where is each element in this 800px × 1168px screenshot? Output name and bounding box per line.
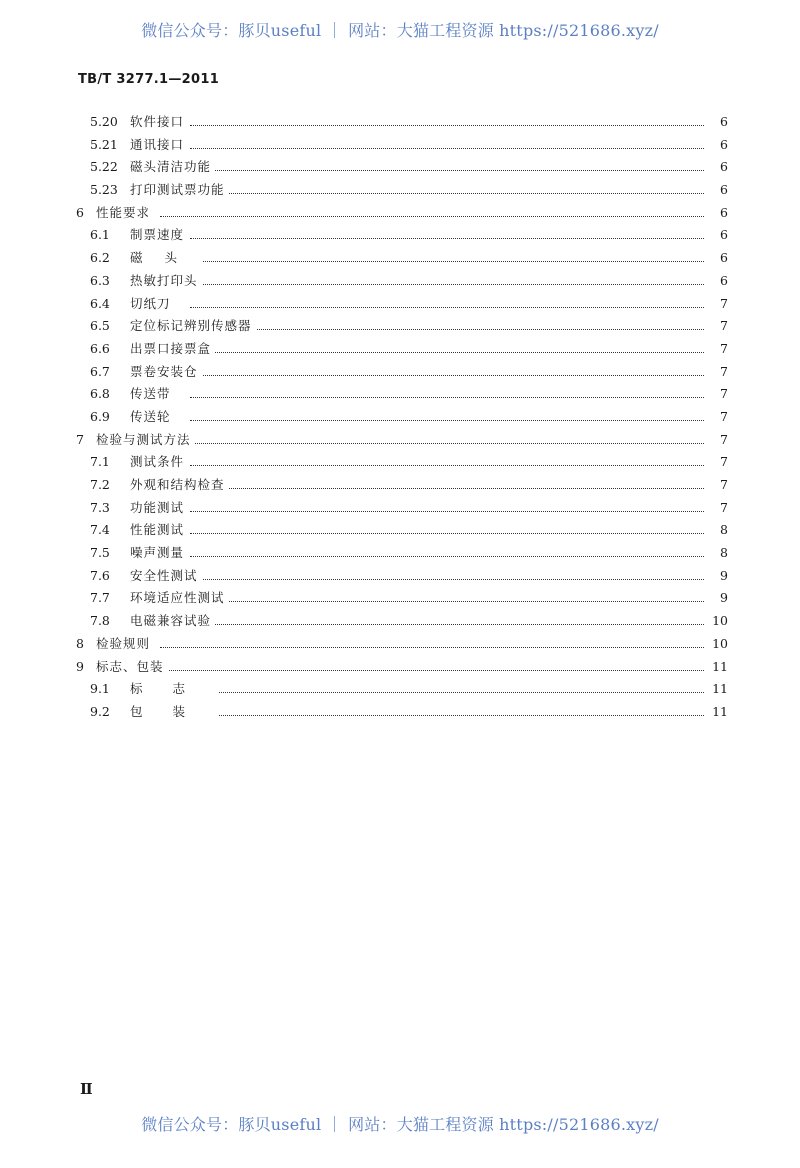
toc-entry-title: 性能要求 [96,205,154,221]
toc-entry-page: 9 [720,567,728,583]
toc-entry [0,137,800,160]
toc-entry-number: 7.5 [90,545,110,561]
toc-dot-leader [190,284,704,285]
toc-entry-page: 7 [720,408,728,424]
toc-dot-leader [190,511,704,512]
toc-dot-leader [190,148,704,149]
toc-entry [0,159,800,182]
toc-entry [0,227,800,250]
toc-dot-leader [190,238,704,239]
table-of-contents [0,114,800,727]
toc-entry-page: 11 [712,658,728,674]
toc-entry-number: 9.2 [90,703,110,719]
toc-entry [0,681,800,704]
toc-entry-page: 6 [720,182,728,198]
toc-entry [0,522,800,545]
toc-entry-title: 检验与测试方法 [96,432,195,448]
toc-entry [0,182,800,205]
toc-entry [0,341,800,364]
toc-entry-title: 标志 [130,681,219,697]
toc-dot-leader [190,397,704,398]
toc-entry-title: 测试条件 [130,454,188,470]
toc-dot-leader [190,488,704,489]
watermark-top: 微信公众号：豚贝useful ｜ 网站：大猫工程资源 https://521686.xyz/ [141,21,659,40]
toc-entry-number: 5.22 [90,159,118,175]
toc-entry [0,477,800,500]
toc-entry-page: 8 [720,545,728,561]
toc-entry [0,568,800,591]
toc-dot-leader [190,579,704,580]
toc-entry-page: 6 [720,272,728,288]
toc-dot-leader [160,647,704,648]
toc-entry-title: 标志、包装 [96,659,168,675]
toc-entry-title: 功能测试 [130,500,188,516]
toc-entry-page: 7 [720,363,728,379]
toc-dot-leader [190,193,704,194]
toc-entry-number: 6.6 [90,340,110,356]
toc-entry-page: 6 [720,250,728,266]
toc-entry-number: 6.1 [90,227,110,243]
toc-entry-number: 6.5 [90,318,110,334]
toc-entry-title: 切纸刀 [130,296,175,312]
toc-entry [0,409,800,432]
toc-entry [0,296,800,319]
toc-entry-title: 包装 [130,704,219,720]
toc-entry-number: 5.23 [90,182,118,198]
toc-entry-title: 软件接口 [130,114,188,130]
toc-dot-leader [190,533,704,534]
toc-dot-leader [190,125,704,126]
toc-entry-page: 11 [712,703,728,719]
toc-entry-page: 7 [720,431,728,447]
toc-dot-leader [160,670,704,671]
toc-entry-title: 磁头 [130,250,203,266]
toc-entry [0,636,800,659]
toc-entry-number: 5.20 [90,114,118,129]
toc-entry-number: 7.1 [90,454,110,470]
toc-entry [0,500,800,523]
toc-dot-leader [190,715,704,716]
toc-entry-number: 7.6 [90,567,110,583]
toc-entry [0,613,800,636]
page-number: Ⅱ [80,1080,93,1098]
toc-entry-page: 6 [720,204,728,220]
toc-entry-page: 7 [720,499,728,515]
toc-entry-title: 传送带 [130,386,175,402]
toc-entry-number: 7.3 [90,499,110,515]
toc-entry [0,364,800,387]
toc-dot-leader [190,261,704,262]
toc-entry-page: 6 [720,227,728,243]
toc-entry-number: 6.2 [90,250,110,266]
toc-entry-page: 10 [712,613,728,629]
toc-entry-title: 热敏打印头 [130,273,202,289]
toc-entry-title: 传送轮 [130,409,175,425]
toc-dot-leader [190,307,704,308]
toc-entry-number: 6.4 [90,295,110,311]
toc-entry-page: 8 [720,522,728,538]
toc-entry-page: 6 [720,136,728,152]
toc-entry-title: 电磁兼容试验 [130,613,215,629]
toc-dot-leader [190,352,704,353]
toc-entry [0,114,800,137]
toc-entry [0,250,800,273]
toc-entry-page: 6 [720,159,728,175]
toc-entry-page: 6 [720,114,728,129]
toc-entry-number: 5.21 [90,136,118,152]
toc-entry-title: 制票速度 [130,227,188,243]
toc-entry-page: 7 [720,386,728,402]
toc-dot-leader [190,170,704,171]
toc-entry-page: 7 [720,477,728,492]
toc-entry-number: 6.8 [90,386,110,402]
toc-entry-number: 6 [76,204,84,220]
toc-entry-page: 9 [720,590,728,606]
toc-entry-title: 定位标记辨别传感器 [130,318,256,334]
watermark-bottom: 微信公众号：豚贝useful ｜ 网站：大猫工程资源 https://521686.xyz/ [141,1115,659,1134]
toc-dot-leader [190,601,704,602]
toc-entry-title: 票卷安装仓 [130,364,202,380]
toc-entry-title: 检验规则 [96,636,154,652]
toc-entry-number: 6.7 [90,363,110,379]
toc-dot-leader [160,216,704,217]
toc-entry-page: 7 [720,318,728,334]
toc-entry-title: 安全性测试 [130,568,202,584]
toc-dot-leader [190,624,704,625]
toc-entry-number: 6.3 [90,272,110,288]
toc-entry [0,454,800,477]
toc-entry-number: 6.9 [90,408,110,424]
toc-dot-leader [190,329,704,330]
toc-dot-leader [190,465,704,466]
toc-entry-title: 出票口接票盒 [130,341,215,357]
toc-entry [0,205,800,228]
toc-entry-number: 7.2 [90,477,110,492]
toc-entry-page: 7 [720,340,728,356]
toc-entry-number: 9 [76,658,84,674]
toc-entry-title: 外观和结构检查 [130,477,229,493]
toc-dot-leader [190,375,704,376]
toc-entry-number: 7.4 [90,522,110,538]
toc-entry-title: 磁头清洁功能 [130,159,215,175]
toc-dot-leader [190,420,704,421]
toc-entry-page: 7 [720,454,728,470]
toc-entry [0,590,800,613]
toc-entry-title: 环境适应性测试 [130,590,229,606]
toc-entry [0,659,800,682]
toc-entry-title: 噪声测量 [130,545,188,561]
toc-entry [0,273,800,296]
toc-dot-leader [190,556,704,557]
toc-entry-title: 通讯接口 [130,137,188,153]
toc-entry-page: 7 [720,295,728,311]
toc-entry [0,318,800,341]
toc-entry-page: 10 [712,635,728,651]
toc-entry [0,545,800,568]
toc-entry-page: 11 [712,681,728,697]
toc-entry [0,432,800,455]
toc-entry-number: 7.8 [90,613,110,629]
toc-entry-title: 性能测试 [130,522,188,538]
toc-entry-number: 9.1 [90,681,110,697]
toc-entry-number: 7.7 [90,590,110,606]
toc-entry-number: 7 [76,431,84,447]
toc-entry-title: 打印测试票功能 [130,182,229,198]
document-code: TB/T 3277.1—2011 [78,72,220,87]
toc-dot-leader [190,692,704,693]
toc-dot-leader [160,443,704,444]
toc-entry [0,386,800,409]
toc-entry [0,704,800,727]
toc-entry-number: 8 [76,635,84,651]
